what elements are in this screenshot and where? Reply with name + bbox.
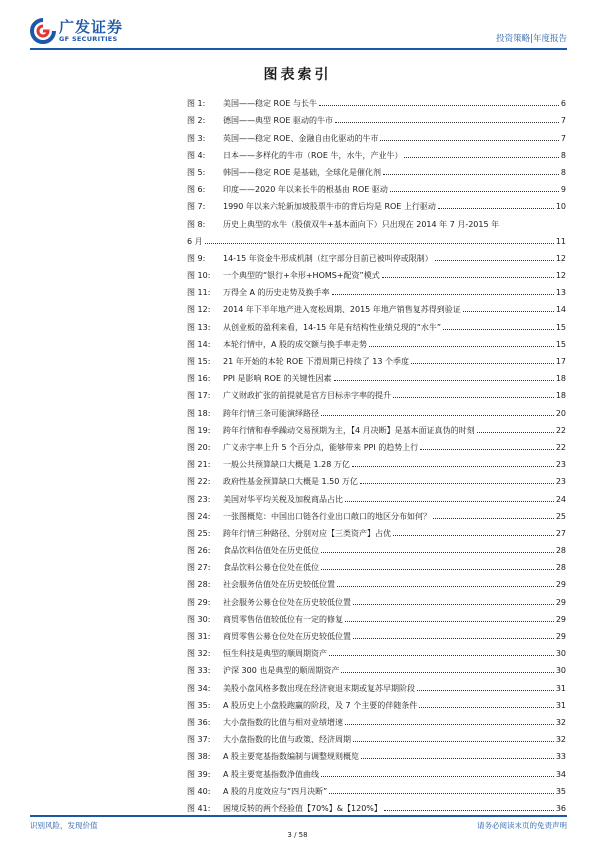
toc-page-number: 15 — [555, 322, 566, 332]
toc-page-number: 30 — [555, 649, 566, 659]
toc-page-number: 11 — [555, 236, 566, 246]
toc-page-number: 18 — [555, 374, 566, 384]
toc-figure-title: 一张图概览：中国出口链各行业出口敞口的地区分布如何？ — [223, 511, 431, 521]
toc-entry[interactable] — [187, 246, 566, 263]
toc-figure-title: 历史上典型的水牛（股债双牛+基本面向下）只出现在 2014 年 7 月-2015 年 — [223, 219, 500, 229]
toc-page-number: 29 — [555, 580, 566, 590]
toc-page-number: 34 — [555, 769, 566, 779]
toc-page-number: 20 — [555, 408, 566, 418]
toc-figure-label: 图 20: — [187, 442, 211, 452]
toc-entry[interactable] — [187, 675, 566, 692]
toc-figure-label: 图 10: — [187, 271, 211, 281]
toc-leader-dots — [393, 535, 554, 536]
toc-entry[interactable] — [187, 693, 566, 710]
toc-figure-label: 图 31: — [187, 632, 211, 641]
toc-page-number: 23 — [555, 460, 566, 470]
toc-entry[interactable] — [187, 761, 566, 778]
toc-figure-title: 21 年开始的本轮 ROE 下滑周期已持续了 13 个季度 — [223, 357, 409, 366]
toc-figure-title: 美国——稳定 ROE 与长牛 — [223, 99, 317, 109]
toc-entry[interactable] — [187, 641, 566, 658]
toc-page-number: 29 — [555, 632, 566, 641]
toc-figure-title: 食品饮料公募仓位处在低位 — [223, 563, 319, 573]
toc-figure-title: 韩国——稳定 ROE 是基础，全球化是催化剂 — [223, 167, 381, 177]
toc-entry[interactable] — [187, 572, 566, 589]
toc-figure-label: 图 35: — [187, 700, 211, 710]
toc-page-number: 32 — [555, 717, 566, 727]
toc-figure-title: 英国——稳定 ROE、金融自由化驱动的牛市 — [223, 133, 379, 143]
toc-figure-title: 困境反转的两个经验值【70%】&【120%】 — [223, 803, 382, 813]
toc-leader-dots — [345, 724, 554, 725]
toc-figure-title: 1990 年以来六轮新加坡股票牛市的背后均是 ROE 上行驱动 — [223, 202, 436, 212]
toc-entry[interactable] — [187, 91, 566, 108]
gf-logo-icon — [30, 18, 56, 44]
toc-figure-label: 图 41: — [187, 803, 211, 813]
toc-entry[interactable] — [187, 400, 566, 417]
toc-figure-title-continued: 6 月 — [187, 236, 203, 246]
toc-entry[interactable] — [187, 383, 566, 400]
toc-figure-label: 图 27: — [187, 563, 211, 573]
toc-figure-title: 一个典型的“银行+伞形+HOMS+配资”模式 — [223, 271, 380, 281]
toc-figure-title: 跨年行情和春季躁动交易预期为主，【4 月决断】是基本面证真伪的时刻 — [223, 425, 475, 435]
toc-figure-label: 图 9: — [187, 253, 206, 263]
toc-figure-label: 图 2: — [187, 116, 206, 126]
toc-figure-label: 图 11: — [187, 288, 211, 298]
toc-page-number: 22 — [555, 442, 566, 452]
toc-entry[interactable] — [187, 211, 566, 228]
toc-entry[interactable] — [187, 194, 566, 211]
toc-page-number: 35 — [555, 786, 566, 796]
toc-figure-title: 商贸零售估值较低位有一定的修复 — [223, 614, 343, 624]
toc-leader-dots — [332, 294, 554, 295]
toc-figure-title: 美股小盘风格多数出现在经济衰退末期或复苏早期阶段 — [223, 683, 415, 693]
toc-leader-dots — [353, 604, 554, 605]
toc-page-number: 12 — [555, 253, 566, 263]
toc-figure-title: 一般公共预算缺口大概是 1.28 万亿 — [223, 460, 350, 470]
toc-figure-title: 广义赤字率上升 5 个百分点，能够带来 PPI 的趋势上行 — [223, 442, 419, 452]
toc-figure-title: 恒生科技是典型的顺周期资产 — [223, 649, 327, 659]
toc-leader-dots — [443, 329, 554, 330]
toc-figure-title: 大小盘指数的比值与政策、经济周期 — [223, 735, 351, 745]
toc-entry[interactable] — [187, 349, 566, 366]
toc-entry[interactable] — [187, 263, 566, 280]
toc-figure-label: 图 1: — [187, 99, 206, 109]
toc-entry[interactable] — [187, 744, 566, 761]
toc-figure-title: 印度——2020 年以来长牛的根基由 ROE 驱动 — [223, 185, 388, 195]
toc-entry[interactable] — [187, 418, 566, 435]
toc-leader-dots — [438, 208, 554, 209]
toc-figure-title: 美国对华平均关税及加税商品占比 — [223, 494, 343, 504]
toc-leader-dots — [352, 466, 554, 467]
toc-entry[interactable] — [187, 108, 566, 125]
toc-leader-dots — [417, 690, 554, 691]
toc-figure-label: 图 25: — [187, 528, 211, 538]
toc-figure-title: 跨年行情三条可能演绎路径 — [223, 408, 319, 418]
page-title: 图表索引 — [263, 67, 332, 83]
toc-page-number: 9 — [560, 185, 566, 195]
toc-page-number: 31 — [555, 683, 566, 693]
toc-leader-dots — [205, 243, 554, 244]
toc-entry[interactable] — [187, 658, 566, 675]
toc-figure-label: 图 4: — [187, 150, 206, 160]
toc-entry[interactable] — [187, 727, 566, 744]
toc-figure-title: 2014 年下半年地产进入宽松周期、2015 年地产销售复苏得到验证 — [223, 305, 461, 315]
toc-entry[interactable] — [187, 314, 566, 331]
toc-leader-dots — [360, 483, 554, 484]
toc-figure-label: 图 21: — [187, 460, 211, 470]
toc-entry[interactable] — [187, 589, 566, 606]
toc-figure-label: 图 34: — [187, 683, 211, 693]
toc-leader-dots — [404, 157, 558, 158]
toc-page-number: 6 — [560, 99, 566, 109]
toc-leader-dots — [321, 776, 554, 777]
toc-leader-dots — [321, 569, 554, 570]
toc-leader-dots — [420, 449, 554, 450]
toc-figure-label: 图 12: — [187, 305, 211, 315]
toc-entry[interactable] — [187, 469, 566, 486]
toc-figure-title: A 股主要宽基指数净值曲线 — [223, 769, 320, 779]
toc-figure-title: 本轮行情中，A 股的成交额与换手率走势 — [223, 339, 368, 349]
toc-figure-title: 14-15 年资金牛形成机制（红字部分目前已被叫停或限制） — [223, 253, 433, 263]
toc-page-number: 13 — [555, 288, 566, 298]
toc-page-number: 15 — [555, 339, 566, 349]
toc-page-number: 22 — [555, 425, 566, 435]
toc-page-number: 12 — [555, 271, 566, 281]
toc-figure-label: 图 24: — [187, 511, 211, 521]
toc-figure-label: 图 26: — [187, 546, 211, 556]
company-logo — [30, 18, 123, 44]
page-header — [30, 14, 567, 56]
toc-figure-title: 大小盘指数的比值与相对业绩增速 — [223, 717, 343, 727]
toc-leader-dots — [345, 621, 554, 622]
page-number: 3 / 58 — [287, 831, 308, 839]
toc-entry[interactable] — [187, 624, 566, 641]
toc-figure-title: 食品饮料估值处在历史低位 — [223, 546, 319, 556]
toc-leader-dots — [345, 501, 554, 502]
toc-page-number: 7 — [560, 133, 566, 143]
toc-leader-dots — [383, 174, 559, 175]
toc-figure-label: 图 37: — [187, 735, 211, 745]
toc-leader-dots — [329, 655, 554, 656]
toc-figure-label: 图 30: — [187, 614, 211, 624]
toc-figure-title: A 股主要宽基指数编制与调整规则概览 — [223, 752, 360, 762]
toc-leader-dots — [361, 758, 554, 759]
toc-figure-label: 图 40: — [187, 786, 211, 796]
toc-figure-title: PPI 是影响 ROE 的关键性因素 — [223, 374, 332, 384]
toc-figure-title: 跨年行情三种路径、分别对应【三类资产】占优 — [223, 528, 391, 538]
toc-figure-label: 图 19: — [187, 425, 211, 435]
toc-page-number: 17 — [555, 357, 566, 366]
toc-page-number: 8 — [560, 150, 566, 160]
toc-page-number: 31 — [555, 700, 566, 710]
toc-leader-dots — [329, 793, 554, 794]
toc-leader-dots — [319, 105, 559, 106]
toc-figure-title: 万得全 A 的历史走势及换手率 — [223, 288, 330, 298]
toc-leader-dots — [353, 638, 554, 639]
header-divider — [30, 48, 567, 50]
toc-leader-dots — [463, 311, 554, 312]
toc-figure-label: 图 32: — [187, 649, 211, 659]
toc-leader-dots — [419, 707, 554, 708]
toc-figure-label: 图 6: — [187, 185, 206, 195]
footer-disclaimer: 请务必阅读末页的免责声明 — [477, 821, 567, 830]
toc-leader-dots — [433, 518, 554, 519]
toc-leader-dots — [435, 260, 554, 261]
toc-page-number: 8 — [560, 167, 566, 177]
toc-leader-dots — [393, 397, 554, 398]
toc-figure-title: 商贸零售公募仓位处在历史较低位置 — [223, 632, 351, 641]
figure-index — [187, 91, 566, 813]
toc-entry[interactable] — [187, 521, 566, 538]
toc-figure-label: 图 8: — [187, 219, 206, 229]
toc-figure-title: 沪深 300 也是典型的顺周期资产 — [223, 666, 340, 676]
toc-figure-title: A 股历史上小盘股跑赢的阶段，及 7 个主要的伴随条件 — [223, 700, 418, 710]
toc-entry[interactable] — [187, 555, 566, 572]
report-type: 投资策略|年度报告 — [496, 34, 567, 44]
toc-entry[interactable] — [187, 125, 566, 142]
toc-entry[interactable] — [187, 143, 566, 160]
toc-entry[interactable] — [187, 486, 566, 503]
logo-cn: 广发证券 — [59, 18, 124, 36]
toc-leader-dots — [321, 552, 554, 553]
toc-figure-label: 图 28: — [187, 580, 211, 590]
toc-leader-dots — [390, 191, 559, 192]
toc-entry[interactable] — [187, 607, 566, 624]
toc-page-number: 30 — [555, 666, 566, 676]
toc-figure-label: 图 3: — [187, 133, 206, 143]
toc-leader-dots — [334, 380, 554, 381]
toc-page-number: 7 — [560, 116, 566, 126]
toc-figure-label: 图 22: — [187, 477, 211, 487]
toc-figure-label: 图 33: — [187, 666, 211, 676]
toc-figure-title: 广义财政扩张的前提就是官方目标赤字率的提升 — [223, 391, 391, 401]
toc-page-number: 10 — [555, 202, 566, 212]
toc-page-number: 24 — [555, 494, 566, 504]
toc-page-number: 27 — [555, 528, 566, 538]
toc-figure-label: 图 17: — [187, 391, 211, 401]
toc-page-number: 14 — [555, 305, 566, 315]
toc-figure-label: 图 14: — [187, 339, 211, 349]
toc-leader-dots — [335, 122, 559, 123]
toc-figure-title: 日本——多样化的牛市（ROE 牛，水牛，产业牛） — [223, 150, 403, 160]
toc-figure-title: A 股的月度效应与“四月决断” — [223, 786, 328, 796]
toc-figure-title: 社会服务公募仓位处在历史较低位置 — [223, 597, 351, 607]
toc-figure-label: 图 23: — [187, 494, 211, 504]
toc-entry[interactable] — [187, 452, 566, 469]
toc-leader-dots — [341, 672, 553, 673]
toc-figure-label: 图 39: — [187, 769, 211, 779]
toc-figure-label: 图 7: — [187, 202, 206, 212]
toc-figure-label: 图 36: — [187, 717, 211, 727]
toc-page-number: 29 — [555, 597, 566, 607]
toc-entry-continuation[interactable] — [187, 229, 566, 246]
toc-leader-dots — [321, 415, 554, 416]
toc-leader-dots — [353, 741, 554, 742]
toc-figure-label: 图 38: — [187, 752, 211, 762]
toc-entry[interactable] — [187, 160, 566, 177]
toc-leader-dots — [369, 346, 554, 347]
toc-figure-label: 图 18: — [187, 408, 211, 418]
toc-page-number: 23 — [555, 477, 566, 487]
toc-figure-title: 社会服务估值处在历史较低位置 — [223, 580, 335, 590]
toc-entry[interactable] — [187, 796, 566, 813]
toc-entry[interactable] — [187, 435, 566, 452]
toc-entry[interactable] — [187, 504, 566, 521]
toc-entry[interactable] — [187, 538, 566, 555]
toc-page-number: 18 — [555, 391, 566, 401]
toc-entry[interactable] — [187, 710, 566, 727]
toc-figure-title: 从创业板的盈利来看，14-15 年是有结构性业绩兑现的“水牛” — [223, 322, 442, 332]
toc-page-number: 33 — [555, 752, 566, 762]
toc-figure-label: 图 16: — [187, 374, 211, 384]
toc-page-number: 36 — [555, 803, 566, 813]
toc-page-number: 28 — [555, 546, 566, 556]
toc-leader-dots — [337, 586, 554, 587]
toc-page-number: 32 — [555, 735, 566, 745]
toc-entry[interactable] — [187, 332, 566, 349]
toc-leader-dots — [411, 363, 554, 364]
footer-divider — [30, 815, 567, 817]
toc-figure-label: 图 5: — [187, 167, 206, 177]
footer-slogan: 识别风险，发现价值 — [30, 821, 98, 830]
toc-page-number: 29 — [555, 614, 566, 624]
toc-leader-dots — [380, 140, 558, 141]
toc-figure-label: 图 29: — [187, 597, 211, 607]
toc-page-number: 25 — [555, 511, 566, 521]
toc-entry[interactable] — [187, 366, 566, 383]
toc-page-number: 28 — [555, 563, 566, 573]
toc-leader-dots — [477, 432, 554, 433]
toc-figure-label: 图 13: — [187, 322, 211, 332]
toc-leader-dots — [384, 810, 554, 811]
toc-figure-title: 政府性基金预算缺口大概是 1.50 万亿 — [223, 477, 358, 487]
toc-figure-label: 图 15: — [187, 357, 211, 366]
logo-en: GF SECURITIES — [59, 35, 118, 43]
toc-entry[interactable] — [187, 297, 566, 314]
toc-entry[interactable] — [187, 177, 566, 194]
toc-entry[interactable] — [187, 779, 566, 796]
toc-leader-dots — [382, 277, 554, 278]
toc-figure-title: 德国——典型 ROE 驱动的牛市 — [223, 116, 333, 126]
toc-entry[interactable] — [187, 280, 566, 297]
